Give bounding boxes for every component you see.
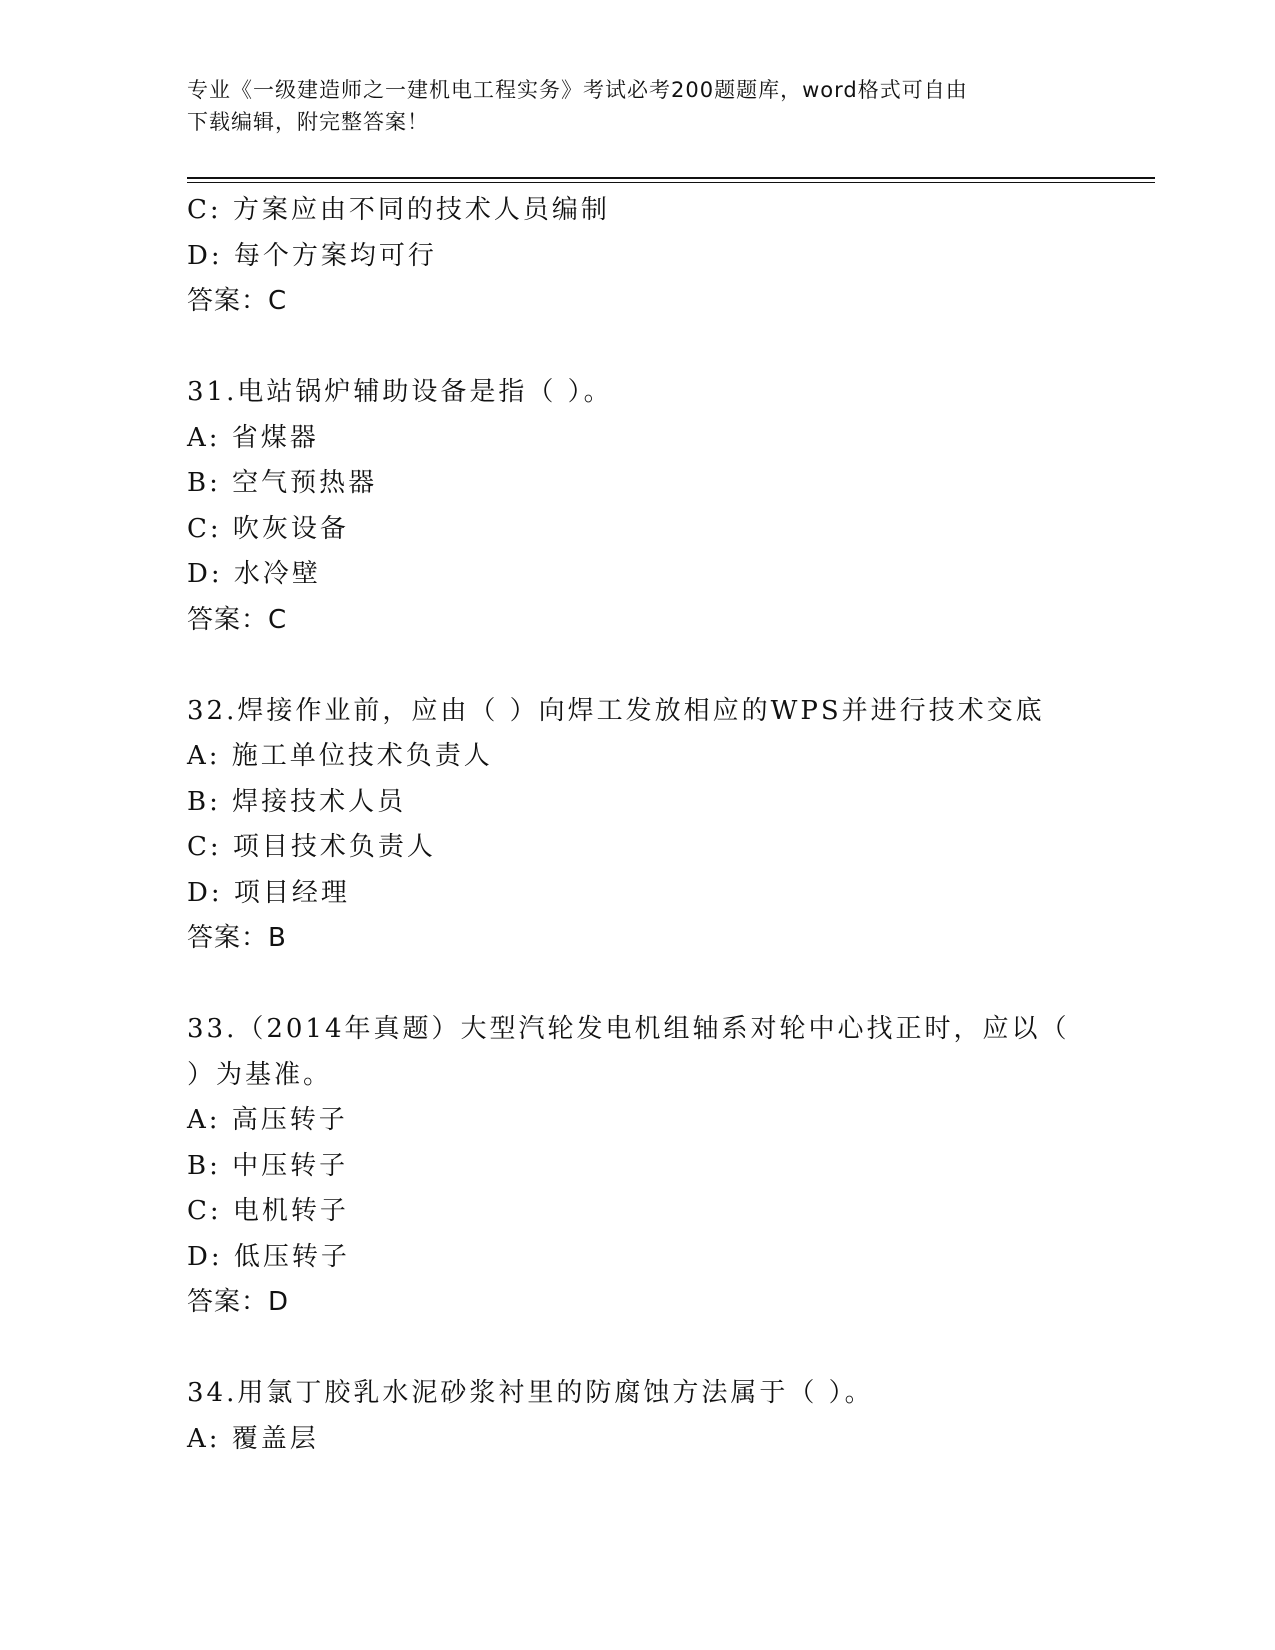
option-b: B: 焊接技术人员: [187, 786, 407, 817]
option-d: D: 水冷壁: [187, 559, 321, 589]
block-spacer: [187, 325, 1087, 371]
question-stem: 31.电站锅炉辅助设备是指（ ）。: [187, 377, 613, 407]
question-block: [187, 370, 1087, 643]
question-list: [187, 188, 1087, 1462]
question-stem: 33.（2014年真题）大型汽轮发电机组轴系对轮中心找正时，应以（: [187, 1014, 1070, 1044]
answer-line: 答案：B: [187, 923, 287, 953]
block-spacer: [187, 643, 1087, 689]
block-spacer: [187, 1326, 1087, 1372]
option-d: D: 每个方案均可行: [187, 240, 437, 271]
option-d: D: 低压转子: [187, 1241, 350, 1272]
answer-line: 答案：C: [187, 604, 288, 635]
question-stem: 34.用氯丁胶乳水泥砂浆衬里的防腐蚀方法属于（ ）。: [187, 1378, 874, 1408]
option-a: A: 高压转子: [187, 1105, 348, 1135]
option-a: A: 覆盖层: [187, 1423, 319, 1454]
option-c: C: 方案应由不同的技术人员编制: [187, 195, 610, 225]
header-divider-thick: [187, 177, 1155, 179]
block-spacer: [187, 962, 1087, 1008]
option-c: C: 项目技术负责人: [187, 832, 436, 862]
question-block: [187, 188, 1087, 325]
document-header: [187, 74, 1087, 138]
option-a: A: 施工单位技术负责人: [187, 741, 493, 771]
header-line-1: 专业《一级建造师之一建机电工程实务》考试必考200题题库，word格式可自由: [187, 78, 968, 102]
question-block: [187, 689, 1087, 962]
question-block: [187, 1371, 1087, 1462]
header-line-2: 下载编辑，附完整答案！: [187, 110, 429, 134]
answer-line: 答案：D: [187, 1287, 290, 1317]
option-d: D: 项目经理: [187, 877, 350, 908]
option-b: B: 空气预热器: [187, 468, 378, 498]
option-b: B: 中压转子: [187, 1150, 349, 1181]
option-c: C: 吹灰设备: [187, 513, 349, 544]
question-stem-continued: ）为基准。: [187, 1059, 333, 1090]
question-stem: 32.焊接作业前，应由（ ）向焊工发放相应的WPS并进行技术交底: [187, 695, 1045, 726]
header-divider-thin: [187, 182, 1155, 183]
answer-line: 答案：C: [187, 286, 288, 316]
option-c: C: 电机转子: [187, 1196, 349, 1226]
option-a: A: 省煤器: [187, 422, 319, 453]
question-block: [187, 1007, 1087, 1326]
